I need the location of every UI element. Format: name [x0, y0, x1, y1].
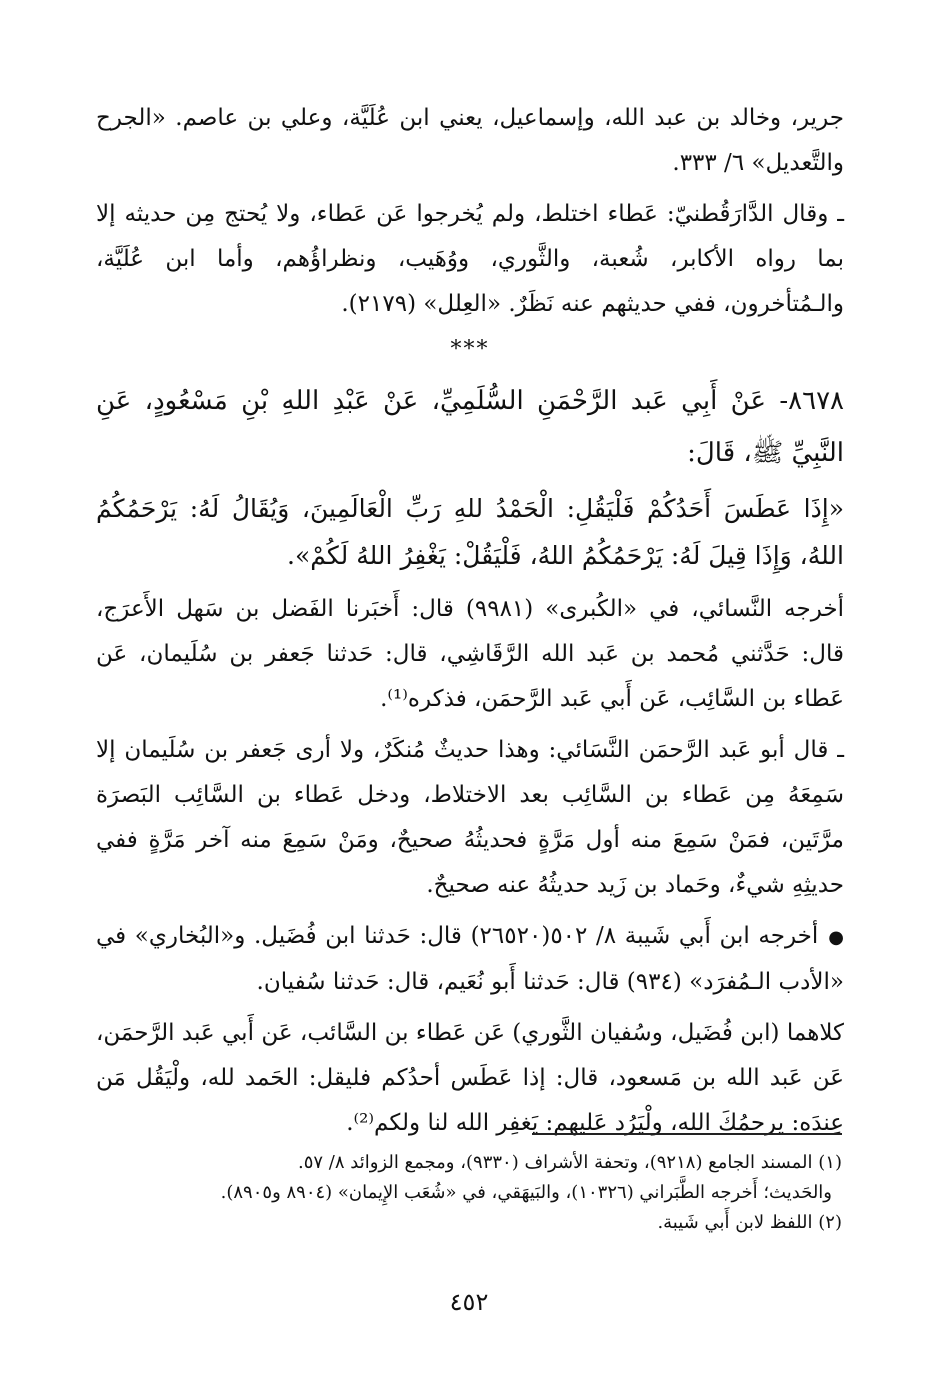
- page-number: ٤٥٢: [449, 1288, 489, 1316]
- paragraph-nasai-kubra: أخرجه النَّسائي، في «الكُبرى» (٩٩٨١) قال: أَخبَرنا الفَضل بن سَهل الأَعرَج، قال: حَدَّثني مُحمد بن عَبد الله الرَّقَاشِي، قال: حَدثنا جَعفر بن سُلَيمان، عَن عَطاء بن السَّائِب، عَن أَبي عَبد الرَّحمَن، فذكره⁽¹⁾.: [96, 596, 844, 712]
- bullet-icon: ●: [828, 926, 844, 948]
- paragraph-ibn-abi-shayba: [96, 914, 844, 1005]
- section-separator: ***: [450, 337, 490, 362]
- footnotes: [96, 1148, 842, 1238]
- page-body: [96, 96, 844, 1152]
- paragraph-nasai-comment: ـ قال أبو عَبد الرَّحمَن النَّسَائي: وهذا حديثٌ مُنكَرٌ، ولا أرى جَعفر بن سُلَيمان إلا سَمِعَهُ مِن عَطاء بن السَّائِب بعد الاختلاط، ودخل عَطاء بن السَّائِب البَصرَة مرَّتَين، فمَنْ سَمِعَ منه أول مَرَّةٍ فحديثُهُ صحيحٌ، ومَنْ سَمِعَ منه آخر مَرَّةٍ ففي حديثِهِ شيءٌ، وحَماد بن زَيد حديثُهُ عنه صحيحٌ.: [96, 737, 844, 898]
- footnote-2: (٢) اللفظ لابن أَبي شَيبة.: [657, 1212, 842, 1233]
- paragraph-jarh-tadil: جرير، وخالد بن عبد الله، وإسماعيل، يعني ابن عُلَيَّة، وعلي بن عاصم. «الجرح والتَّعديل» ٦/ ٣٣٣.: [96, 105, 844, 176]
- footnote-divider: [532, 1133, 842, 1135]
- paragraph-daraqutni: ـ وقال الدَّارَقُطنيّ: عَطاء اختلط، ولم يُخرجوا عَن عَطاء، ولا يُحتج مِن حديثه إلا بما رواه الأكابر، شُعبة، والثَّوري، ووُهَيب، ونظراؤُهم، وأما ابن عُلَيَّة، والـمُتأخرون، ففي حديثهم عنه نَظَرٌ. «العِلل» (٢١٧٩).: [96, 201, 844, 317]
- hadith-text: «إِذَا عَطَسَ أَحَدُكُمْ فَلْيَقُلِ: الْحَمْدُ للهِ رَبِّ الْعَالَمِينَ، وَيُقَالُ لَهُ: يَرْحَمُكُمُ اللهُ، وَإِذَا قِيلَ لَهُ: يَرْحَمُكُمُ اللهُ، فَلْيَقُلْ: يَغْفِرُ اللهُ لَكُمْ».: [96, 494, 844, 570]
- footnote-1-line-1: (١) المسند الجامع (٩٢١٨)، وتحفة الأشراف (٩٣٣٠)، ومجمع الزوائد ٨/ ٥٧.: [297, 1152, 842, 1173]
- hadith-header: ٨٦٧٨- عَنْ أَبِي عَبد الرَّحْمَنِ السُّلَمِيِّ، عَنْ عَبْدِ اللهِ بْنِ مَسْعُودٍ، عَنِ النَّبِيِّ ﷺ، قَالَ:: [96, 386, 844, 468]
- footnote-1-line-2: والحَديث؛ أَخرجه الطَّبَراني (١٠٣٢٦)، والبَيهَقي، في «شُعَب الإِيمان» (٨٩٠٤ و٨٩٠٥).: [220, 1182, 832, 1203]
- paragraph-ibn-abi-shayba-text: أخرجه ابن أَبي شَيبة ٨/ ٥٠٢(٢٦٥٢٠) قال: حَدثنا ابن فُضَيل. و«البُخاري» في «الأدب الـمُفرَد» (٩٣٤) قال: حَدثنا أَبو نُعَيم، قال: حَدثنا سُفيان.: [96, 923, 844, 995]
- paragraph-both-narrators: كلاهما (ابن فُضَيل، وسُفيان الثَّوري) عَن عَطاء بن السَّائب، عَن أَبي عَبد الرَّحمَن، عَن عَبد الله بن مَسعود، قال: إذا عَطَس أحدُكم فليقل: الحَمد لله، ولْيَقُل مَن عِندَه: يرحمُكَ الله، ولْيَرُد عَليهم: يَغفِر الله لنا ولكم⁽²⁾.: [96, 1019, 844, 1136]
